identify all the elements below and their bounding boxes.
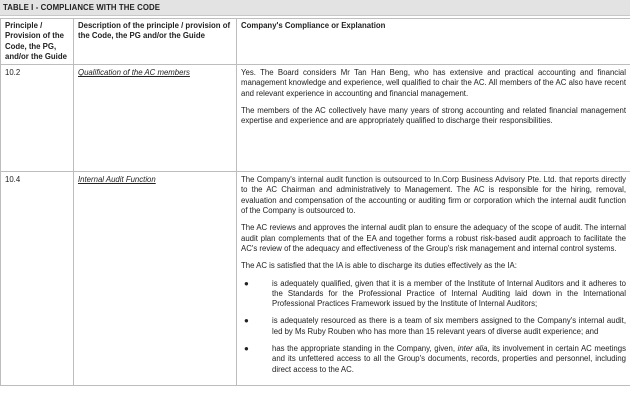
compliance-paragraph: Yes. The Board considers Mr Tan Han Beng, who has extensive and practical accounting and financial management knowledge and experience, well qualified to chair the AC. All members of the AC also have recent and relevant experience in accounting and financial management. — [241, 68, 626, 98]
bullet-item — [241, 344, 626, 375]
bullet-text: is adequately resourced as there is a team of six members assigned to the Company's internal audit, led by Ms Ruby Rouben who has more than 15 relevant years of diverse audit experience; and — [272, 316, 626, 336]
row-description: Qualification of the AC members — [78, 68, 190, 78]
table-row — [1, 172, 630, 386]
compliance-paragraph: The AC is satisfied that the IA is able to discharge its duties effectively as the IA: — [241, 261, 517, 271]
row-description-cell — [74, 65, 237, 172]
bullet-icon: ● — [244, 316, 249, 326]
bullet-text-italic: inter alia — [457, 344, 488, 354]
compliance-bullet-list — [241, 279, 626, 375]
compliance-table — [0, 18, 630, 386]
bullet-text: is adequately qualified, given that it is a member of the Institute of Internal Auditors and it adheres to the Standards for the Professional Practice of Internal Auditing laid down in the International Professional Practices Framework issued by the Institute of Internal Auditors; — [272, 278, 626, 309]
table-header-row — [1, 19, 630, 65]
bullet-text-part: , its involvement in certain AC meetings and its unfettered access to all the Group's documents, records, properties and personnel, including direct access to the AC. — [272, 344, 626, 374]
header-description: Description of the principle / provision of the Code, the PG and/or the Guide — [74, 19, 237, 65]
bullet-icon: ● — [244, 278, 249, 288]
compliance-paragraph: The members of the AC collectively have many years of strong accounting and related financial management expertise and experience and are appropriately qualified to discharge their responsibilities. — [241, 106, 626, 126]
table-title: TABLE I - COMPLIANCE WITH THE CODE — [0, 0, 630, 16]
bullet-item — [241, 316, 626, 337]
row-description-cell — [74, 172, 237, 386]
row-compliance-cell — [237, 172, 630, 386]
bullet-text — [272, 344, 626, 374]
compliance-paragraph: The AC reviews and approves the internal audit plan to ensure the adequacy of the scope of audit. The internal audit plan complements that of the EA and together forms a robust risk-based audit approach to facilitate the AC's review of the adequacy and effectiveness of the Group's risk management and internal control systems. — [241, 223, 626, 253]
row-ref: 10.2 — [1, 65, 74, 172]
compliance-paragraph: The Company's internal audit function is outsourced to In.Corp Business Advisory Pte. Ltd. that reports directly to the AC Chairman and administratively to Management. The AC is responsible for the hiring, removal, evaluation and compensation of the accounting or auditing firm or corporation which the internal audit function of the Company is outsourced to. — [241, 175, 626, 216]
bullet-item — [241, 279, 626, 310]
table-row — [1, 65, 630, 172]
bullet-text-part: has the appropriate standing in the Company, given, — [272, 344, 458, 354]
header-principle: Principle / Provision of the Code, the PG, and/or the Guide — [1, 19, 74, 65]
header-compliance: Company's Compliance or Explanation — [237, 19, 630, 65]
bullet-icon: ● — [244, 344, 249, 354]
row-description: Internal Audit Function — [78, 175, 156, 185]
row-ref: 10.4 — [1, 172, 74, 386]
row-compliance-cell — [237, 65, 630, 172]
